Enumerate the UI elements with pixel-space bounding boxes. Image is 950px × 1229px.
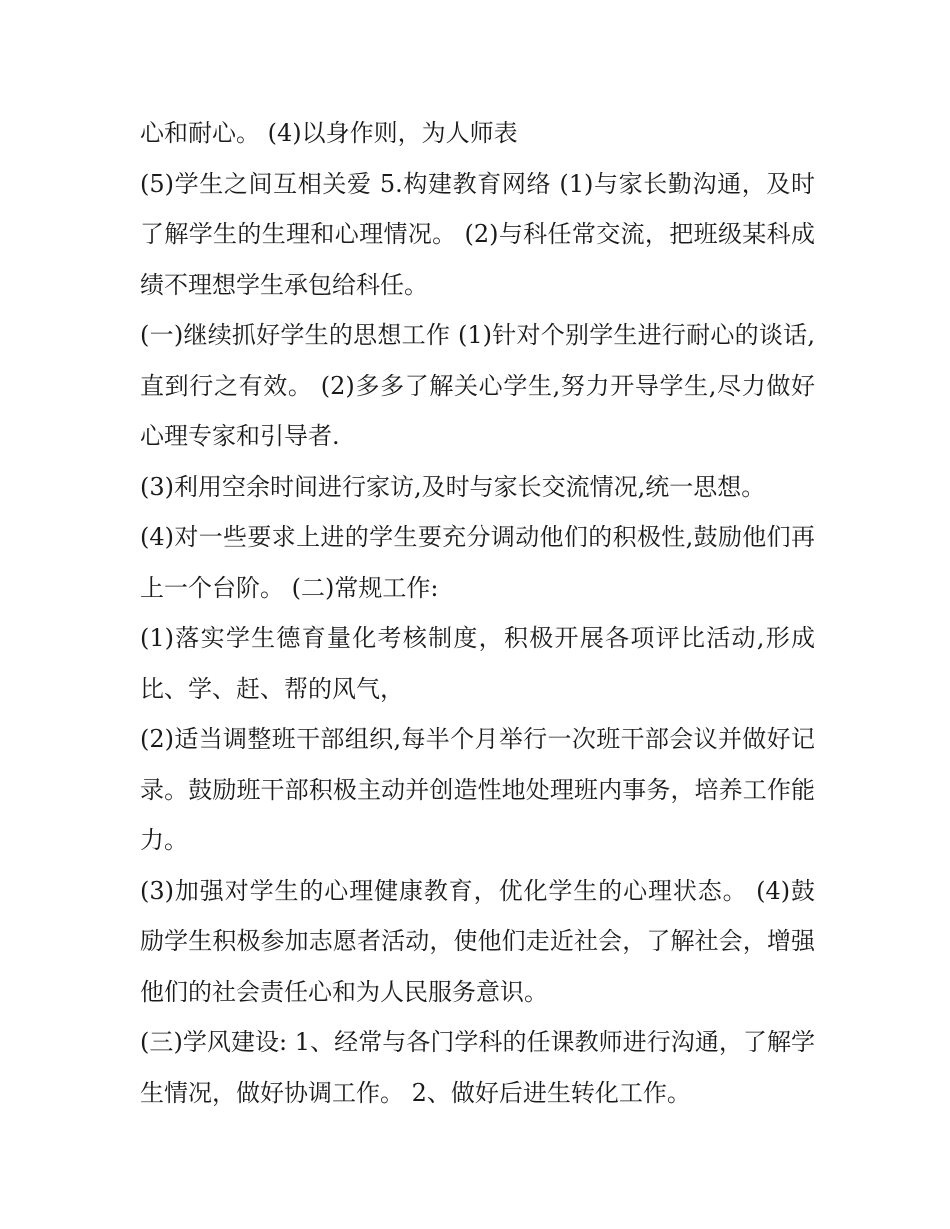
paragraph-8: (3)加强对学生的心理健康教育，优化学生的心理状态。 (4)鼓励学生积极参加志愿者活动，使他们走近社会，了解社会，增强他们的社会责任心和为人民服务意识。 [140,876,815,1006]
paragraph-6: (1)落实学生德育量化考核制度，积极开展各项评比活动,形成比、学、赶、帮的风气， [140,624,815,703]
paragraph-5: (4)对一些要求上进的学生要充分调动他们的积极性,鼓励他们再上一个台阶。 (二)常规工作: [140,523,815,602]
paragraph-2: (5)学生之间互相关爱 5.构建教育网络 (1)与家长勤沟通，及时了解学生的生理和心理情况。 (2)与科任常交流，把班级某科成绩不理想学生承包给科任。 [140,169,815,299]
paragraph-9: (三)学风建设: 1、经常与各门学科的任课教师进行沟通，了解学生情况，做好协调工作。 2、做好后进生转化工作。 [140,1028,815,1107]
paragraph-3: (一)继续抓好学生的思想工作 (1)针对个别学生进行耐心的谈话,直到行之有效。 (2)多多了解关心学生,努力开导学生,尽力做好心理专家和引导者. [140,321,815,450]
document-page [140,108,815,1118]
paragraph-4: (3)利用空余时间进行家访,及时与家长交流情况,统一思想。 [140,472,766,501]
paragraph-7: (2)适当调整班干部组织,每半个月举行一次班干部会议并做好记录。鼓励班干部积极主动并创造性地处理班内事务，培养工作能力。 [140,725,815,854]
paragraph-1: 心和耐心。 (4)以身作则，为人师表 [140,119,518,147]
